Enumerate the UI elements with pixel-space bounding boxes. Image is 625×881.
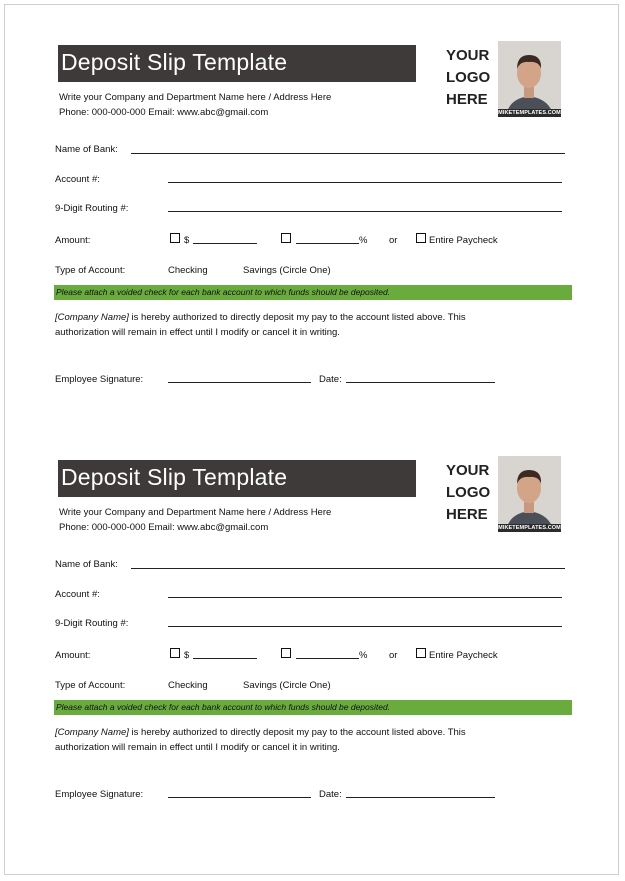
logo-line: LOGO: [446, 484, 491, 501]
photo-caption: MIKETEMPLATES.COM: [498, 110, 561, 116]
dollar-amount-field[interactable]: [193, 658, 257, 659]
percent-amount-field[interactable]: [296, 243, 359, 244]
checking-option[interactable]: Checking: [168, 265, 208, 276]
notice-banner: [54, 285, 572, 300]
bank-name-label: Name of Bank:: [55, 559, 118, 570]
dollar-amount-field[interactable]: [193, 243, 257, 244]
auth-line-2: authorization will remain in effect until I modify or cancel it in writing.: [55, 327, 340, 338]
title-banner: [58, 45, 416, 82]
routing-number-label: 9-Digit Routing #:: [55, 618, 129, 629]
or-text: or: [389, 235, 398, 246]
amount-label: Amount:: [55, 650, 91, 661]
routing-number-field[interactable]: [168, 626, 562, 627]
account-number-field[interactable]: [168, 597, 562, 598]
checking-option[interactable]: Checking: [168, 680, 208, 691]
routing-number-label: 9-Digit Routing #:: [55, 203, 129, 214]
date-label: Date:: [319, 374, 342, 385]
auth-line-1: is hereby authorized to directly deposit my pay to the account listed above. This: [128, 312, 466, 323]
percent-checkbox[interactable]: [281, 648, 291, 658]
notice-text: Please attach a voided check for each bank account to which funds should be deposited.: [56, 287, 391, 297]
profile-photo: [498, 41, 561, 117]
logo-line: HERE: [446, 506, 488, 523]
bank-name-field[interactable]: [131, 153, 565, 154]
dollar-sign: $: [184, 650, 190, 661]
auth-line-2: authorization will remain in effect until I modify or cancel it in writing.: [55, 742, 340, 753]
date-field[interactable]: [346, 382, 495, 383]
percent-amount-field[interactable]: [296, 658, 359, 659]
logo-line: YOUR: [446, 462, 490, 479]
contact-line: Phone: 000-000-000 Email: www.abc@gmail.com: [59, 107, 269, 118]
logo-placeholder: [446, 460, 490, 526]
or-text: or: [389, 650, 398, 661]
slip-title: Deposit Slip Template: [61, 49, 288, 75]
dollar-sign: $: [184, 235, 190, 246]
company-line: Write your Company and Department Name here / Address Here: [59, 507, 332, 518]
account-number-label: Account #:: [55, 589, 100, 600]
entire-paycheck-label: Entire Paycheck: [429, 650, 498, 661]
entire-paycheck-checkbox[interactable]: [416, 648, 426, 658]
account-type-label: Type of Account:: [55, 265, 126, 276]
deposit-slip-2: [0, 415, 625, 815]
notice-text: Please attach a voided check for each bank account to which funds should be deposited.: [56, 702, 391, 712]
dollar-checkbox[interactable]: [170, 648, 180, 658]
photo-caption: MIKETEMPLATES.COM: [498, 525, 561, 531]
account-number-label: Account #:: [55, 174, 100, 185]
savings-option[interactable]: Savings (Circle One): [243, 680, 331, 691]
logo-placeholder: [446, 45, 490, 111]
bank-name-field[interactable]: [131, 568, 565, 569]
logo-line: LOGO: [446, 69, 491, 86]
savings-option[interactable]: Savings (Circle One): [243, 265, 331, 276]
company-line: Write your Company and Department Name here / Address Here: [59, 92, 332, 103]
percent-checkbox[interactable]: [281, 233, 291, 243]
deposit-slip-1: [0, 0, 625, 400]
date-field[interactable]: [346, 797, 495, 798]
signature-label: Employee Signature:: [55, 374, 144, 385]
entire-paycheck-checkbox[interactable]: [416, 233, 426, 243]
percent-sign: %: [359, 650, 368, 661]
amount-label: Amount:: [55, 235, 91, 246]
authorization-text: [55, 310, 555, 340]
profile-photo: [498, 456, 561, 532]
contact-line: Phone: 000-000-000 Email: www.abc@gmail.com: [59, 522, 269, 533]
signature-field[interactable]: [168, 797, 311, 798]
entire-paycheck-label: Entire Paycheck: [429, 235, 498, 246]
auth-line-1: is hereby authorized to directly deposit my pay to the account listed above. This: [128, 727, 466, 738]
company-placeholder: [Company Name]: [55, 312, 129, 323]
account-type-label: Type of Account:: [55, 680, 126, 691]
logo-line: HERE: [446, 91, 488, 108]
account-number-field[interactable]: [168, 182, 562, 183]
slip-title: Deposit Slip Template: [61, 464, 288, 490]
percent-sign: %: [359, 235, 368, 246]
title-banner: [58, 460, 416, 497]
date-label: Date:: [319, 789, 342, 800]
logo-line: YOUR: [446, 47, 490, 64]
authorization-text: [55, 725, 555, 755]
dollar-checkbox[interactable]: [170, 233, 180, 243]
notice-banner: [54, 700, 572, 715]
signature-label: Employee Signature:: [55, 789, 144, 800]
signature-field[interactable]: [168, 382, 311, 383]
bank-name-label: Name of Bank:: [55, 144, 118, 155]
company-placeholder: [Company Name]: [55, 727, 129, 738]
routing-number-field[interactable]: [168, 211, 562, 212]
